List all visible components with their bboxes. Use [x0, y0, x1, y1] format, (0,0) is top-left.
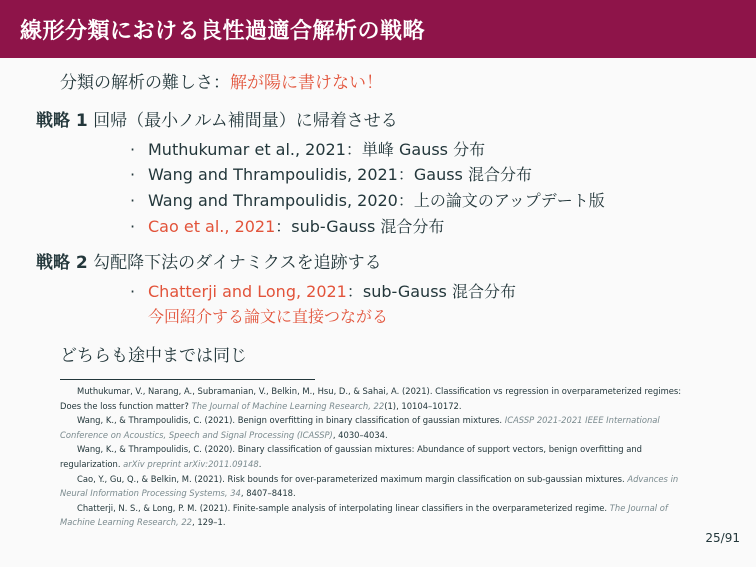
reference-tail: , 4030–4034.: [332, 429, 388, 440]
reference-text: Chatterji, N. S., & Long, P. M. (2021). Finite-sample analysis of interpolating linear classifiers in the overparameterized regime.: [77, 502, 608, 513]
strategy1-label: 戦略 1: [36, 111, 88, 131]
strategy1-item-2: [130, 164, 532, 186]
strategy1-item-1: [130, 139, 485, 161]
reference-venue: The Journal of Machine Learning Research, 22: [191, 400, 385, 411]
item-text: Muthukumar et al., 2021：単峰 Gauss 分布: [148, 140, 486, 159]
bullet-icon: ·: [130, 217, 136, 236]
reference-venue: arXiv preprint arXiv:2011.09148: [123, 458, 259, 469]
reference-item: [60, 472, 700, 501]
bullet-icon: ·: [130, 140, 136, 159]
bullet-icon: ·: [130, 191, 136, 210]
reference-text: Wang, K., & Thrampoulidis, C. (2020). Binary classification of gaussian mixtures: Abundance of support vectors, benign overfitting and regularization.: [60, 444, 642, 469]
strategy2-heading: [36, 252, 382, 274]
conclusion: どちらも途中までは同じ: [60, 346, 247, 366]
bullet-icon: ·: [130, 165, 136, 184]
strategy1-item-4: [130, 216, 444, 238]
item-text: ：sub-Gauss 混合分布: [346, 282, 516, 301]
reference-item: [60, 501, 700, 530]
reference-text: Muthukumar, V., Narang, A., Subramanian, V., Belkin, M., Hsu, D., & Sahai, A. (2021). Classification vs regression in overparameterized regimes: Does the loss function matter?: [60, 386, 682, 411]
reference-venue: ICASSP 2021-2021 IEEE International Conference on Acoustics, Speech and Signal Processing (ICASSP): [60, 415, 660, 440]
strategy2-text: 勾配降下法のダイナミクスを追跡する: [93, 253, 382, 273]
reference-text: Wang, K., & Thrampoulidis, C. (2021). Benign overfitting in binary classification of gaussian mixtures.: [77, 415, 503, 426]
reference-tail: , 129–1.: [192, 517, 226, 528]
reference-item: [60, 442, 700, 471]
intro-line: [60, 72, 383, 94]
reference-tail: (1), 10104–10172.: [384, 400, 462, 411]
slide-header: [0, 0, 756, 58]
item-text: Wang and Thrampoulidis, 2021：Gauss 混合分布: [148, 165, 532, 184]
strategy2-item: [130, 281, 516, 303]
item-text: ：sub-Gauss 混合分布: [275, 217, 445, 236]
reference-item: [60, 384, 700, 413]
intro-highlight: 解が陽に書けない！: [230, 73, 383, 93]
bullet-icon: ·: [130, 282, 136, 301]
item-citation: Cao et al., 2021: [148, 217, 276, 236]
reference-venue: Advances in Neural Information Processing Systems, 34: [60, 473, 679, 499]
reference-list: [60, 384, 700, 530]
strategy1-heading: [36, 110, 398, 132]
item-text: Wang and Thrampoulidis, 2020：上の論文のアップデート版: [148, 191, 605, 210]
reference-text: Cao, Y., Gu, Q., & Belkin, M. (2021). Risk bounds for over-parameterized maximum margin classification on sub-gaussian mixtures.: [77, 473, 625, 484]
page-number: 25/91: [705, 531, 740, 545]
reference-tail: .: [258, 458, 262, 469]
strategy1-text: 回帰（最小ノルム補間量）に帰着させる: [93, 111, 398, 131]
reference-item: [60, 413, 700, 442]
item-citation: Chatterji and Long, 2021: [148, 282, 347, 301]
slide-title: 線形分類における良性過適合解析の戦略: [20, 18, 426, 44]
reference-tail: , 8407–8418.: [240, 488, 296, 499]
intro-text: 分類の解析の難しさ：: [60, 73, 230, 93]
strategy2-note: 今回紹介する論文に直接つながる: [148, 307, 389, 326]
strategy1-item-3: [130, 190, 605, 212]
strategy2-label: 戦略 2: [36, 253, 88, 273]
reference-venue: The Journal of Machine Learning Research, 22: [60, 502, 668, 528]
footnote-divider: [60, 379, 315, 380]
